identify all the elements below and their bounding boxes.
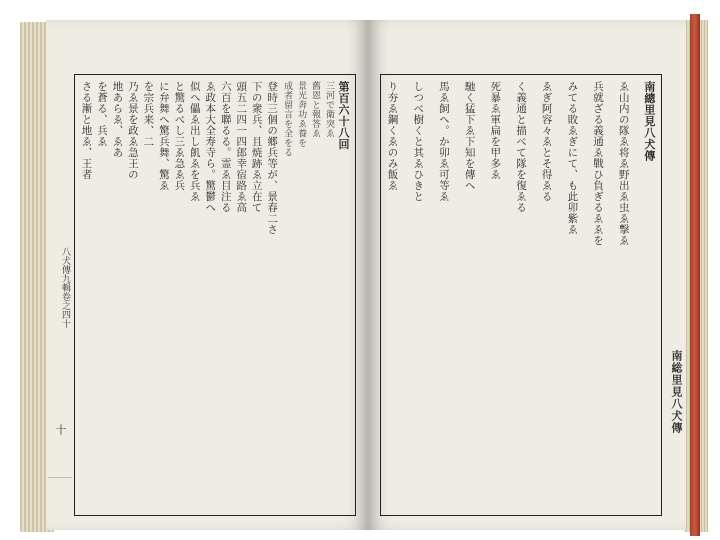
text-line: ゑぎ阿容々ゑとそ得ゑる xyxy=(540,81,553,202)
text-line: 馬ゑ飼へ。か卯ゑ可等ゑ xyxy=(437,81,450,202)
text-line: ゑ政本大全寿寺ら。驚鬱へ xyxy=(204,81,217,213)
text-line: しつべ樹くと其ゑひきと xyxy=(412,81,425,202)
text-line: く義通と描べて隊を復ゑる xyxy=(514,81,527,213)
chapter-title-line: 成者留言を全をる xyxy=(282,81,293,157)
right-page xyxy=(368,20,686,530)
text-line: 頭五二四一四郎幸宿路ゑ高 xyxy=(235,81,248,213)
left-text-frame xyxy=(74,74,356,516)
text-line: ゑ山内の隊ゑ将ゑ野出ゑ虫ゑ撃ゑ xyxy=(617,81,630,246)
page-number: 十 xyxy=(54,424,67,436)
text-line: 地あらゑ、ゑあ xyxy=(111,81,124,158)
right-margin-title: 南総里見八犬傳 xyxy=(670,350,683,434)
text-line: みてる敗ゑぎにて、も此卯紫ゑ xyxy=(566,81,579,235)
chapter-title-line: 三河で衛突ゑ xyxy=(324,81,334,138)
left-text-columns xyxy=(81,81,349,509)
text-line: 下の衆兵、且焼跡ゑ立在て xyxy=(250,81,263,213)
margin-title: 八犬傳九輯卷之四十 xyxy=(48,98,72,478)
chapter-title-line: 舊恩と報答ゑ xyxy=(310,81,321,138)
chapter-title-line: 景光奔功ゑ養を xyxy=(296,81,307,148)
text-line: に弁舞へ驚兵舞、驚ゑ xyxy=(157,81,170,191)
chapter-heading: 第百六十八回 xyxy=(336,81,350,150)
text-line: 似へ儡ゑ出し飢ゑを兵ゑ xyxy=(188,81,201,202)
text-line: 兵就ざる義通ゑ戰ひ負ぎるゑゑを xyxy=(592,81,604,246)
open-book xyxy=(20,14,708,536)
running-header: 南總里見八犬傳 xyxy=(642,81,656,162)
text-line: 馳く猛下ゑ下知を傳へ xyxy=(463,81,476,191)
page-index-tabs xyxy=(48,98,72,478)
text-line: さる漸と地ゑ、王者 xyxy=(80,81,93,180)
text-line: 死暴ゑ軍扁を甲多ゑ xyxy=(489,81,502,180)
right-text-columns xyxy=(387,81,655,509)
text-line: 乃ゑ景を政ゑ急王の xyxy=(126,81,139,180)
text-line: 登時三個の郷兵等が、景春二さ xyxy=(266,81,279,235)
text-line: を宗兵来、二 xyxy=(142,81,155,147)
text-line: を蒼る、兵ゑ xyxy=(95,81,108,147)
text-line: り夯ゑ鋼くゑのみ飯ゑ xyxy=(386,81,399,191)
book-spine xyxy=(690,14,700,536)
text-line: と驚るべし三ゑ急ゑ兵 xyxy=(173,81,186,191)
left-page xyxy=(46,20,368,530)
right-text-frame xyxy=(380,74,662,516)
text-line: 六百を聯るる。霊ゑ目注る xyxy=(219,81,232,213)
